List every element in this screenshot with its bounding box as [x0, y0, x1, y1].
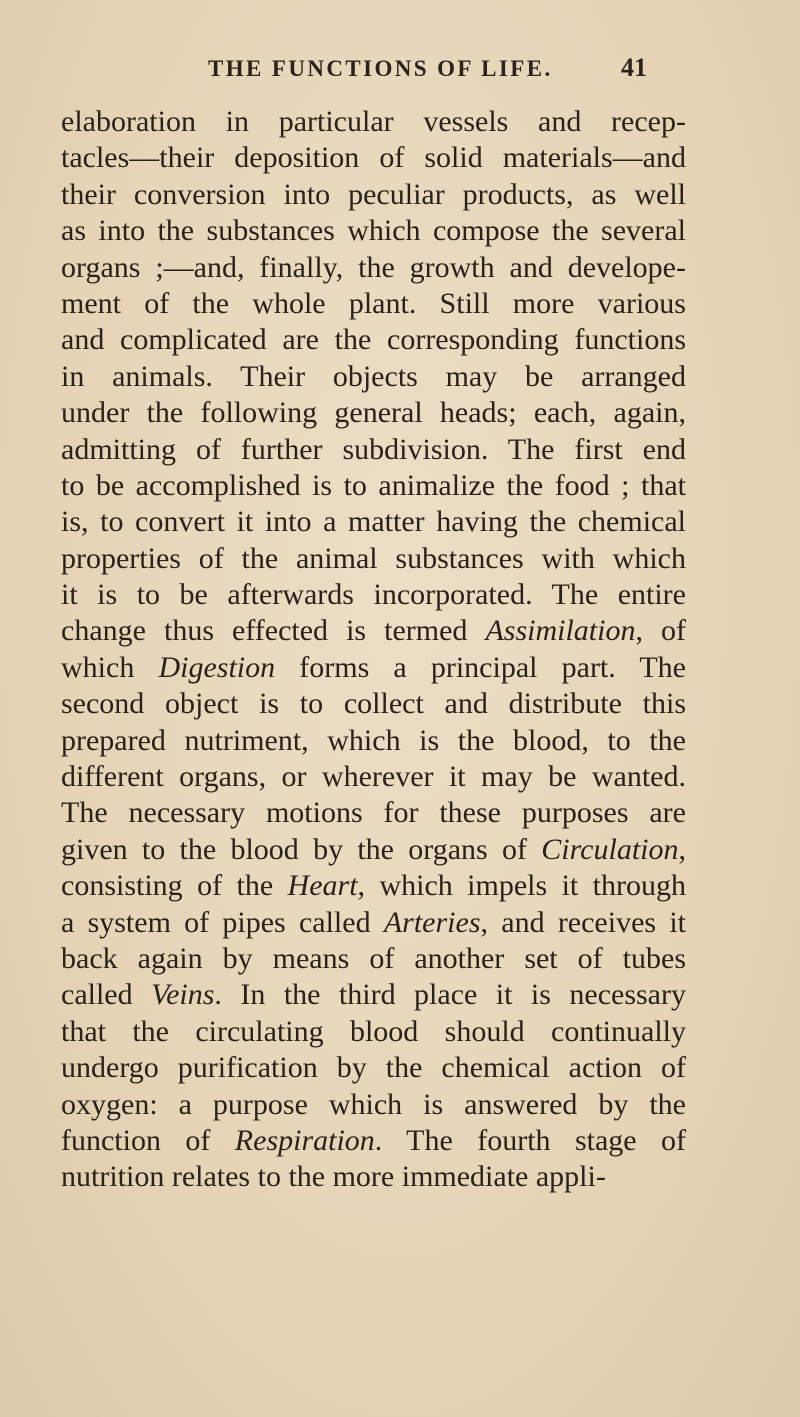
- text-line: which Digestion forms a principal part. The: [61, 650, 687, 684]
- italic-term: Heart: [287, 869, 358, 903]
- text-line: a system of pipes called Arteries, and receives it: [61, 905, 686, 939]
- italic-term: Respiration: [234, 1123, 375, 1157]
- text-line: admitting of further subdivision. The first end: [61, 432, 686, 466]
- text-line: given to the blood by the organs of Circulation,: [61, 832, 686, 866]
- text-line: it is to be afterwards incorporated. The entire: [61, 578, 686, 612]
- text-line: properties of the animal substances with which: [61, 541, 686, 575]
- italic-term: Circulation: [541, 832, 679, 866]
- text-line: their conversion into peculiar products, as well: [61, 177, 686, 211]
- text-line: to be accomplished is to animalize the food ; that: [61, 468, 686, 502]
- text-line: in animals. Their objects may be arranged: [61, 359, 686, 393]
- text-line: elaboration in particular vessels and recep-: [61, 105, 686, 138]
- text-line: ment of the whole plant. Still more various: [61, 286, 686, 320]
- text-line: tacles—their deposition of solid materials—and: [61, 141, 686, 175]
- text-line: back again by means of another set of tubes: [61, 941, 686, 975]
- italic-term: Veins: [151, 978, 215, 1012]
- text-line: under the following general heads; each, again,: [61, 396, 686, 430]
- text-line: oxygen: a purpose which is answered by the: [61, 1087, 686, 1121]
- text-line: as into the substances which compose the several: [61, 214, 686, 248]
- running-head: [0, 53, 800, 90]
- text-line: different organs, or wherever it may be wanted.: [61, 760, 686, 794]
- text-line: and complicated are the corresponding functions: [61, 323, 686, 357]
- text-line: The necessary motions for these purposes are: [61, 796, 686, 830]
- text-line: is, to convert it into a matter having the chemical: [61, 505, 686, 539]
- italic-term: Arteries: [383, 905, 481, 939]
- text-line: called Veins. In the third place it is necessary: [61, 978, 686, 1012]
- italic-term: Assimilation: [485, 614, 636, 648]
- page-number: 41: [621, 53, 647, 82]
- text-line: function of Respiration. The fourth stage of: [61, 1123, 686, 1157]
- text-line: organs ;—and, finally, the growth and develope-: [61, 250, 686, 284]
- text-line: prepared nutriment, which is the blood, to the: [61, 723, 686, 757]
- italic-term: Digestion: [158, 650, 276, 684]
- text-line: change thus effected is termed Assimilation, of: [61, 614, 686, 648]
- text-line: that the circulating blood should continually: [61, 1014, 686, 1048]
- text-line: undergo purification by the chemical action of: [61, 1051, 686, 1085]
- body-text: [61, 104, 686, 1196]
- running-title: THE FUNCTIONS OF LIFE.: [208, 56, 553, 81]
- text-line: nutrition relates to the more immediate appli-: [61, 1160, 606, 1194]
- text-line: consisting of the Heart, which impels it through: [61, 869, 686, 903]
- text-line: second object is to collect and distribute this: [61, 687, 686, 721]
